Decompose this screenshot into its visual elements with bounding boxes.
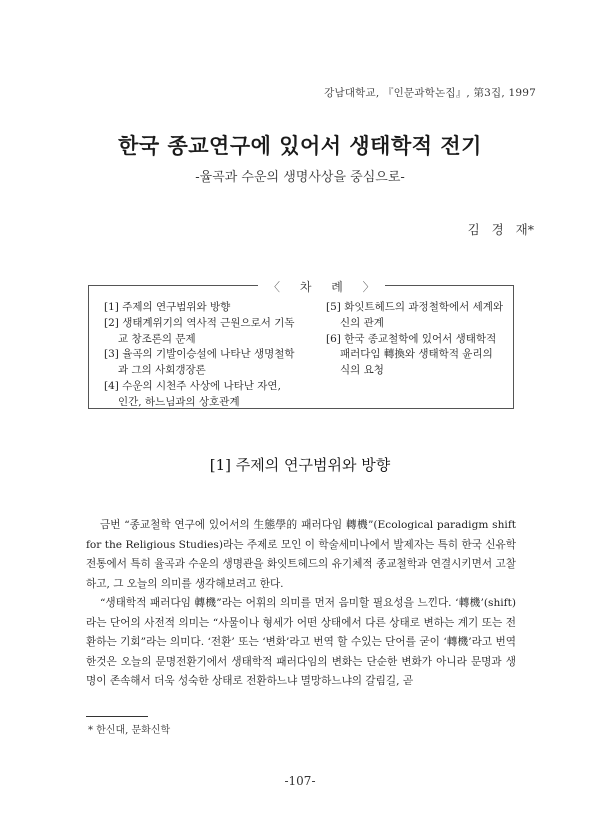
toc-item: [1] 주제의 연구범위와 방향: [104, 301, 231, 313]
toc-item-continued: 패러다임 轉換와 생태학적 윤리의: [340, 348, 493, 361]
body-text: [86, 516, 516, 692]
body-paragraph: “생태학적 패러다임 轉機”라는 어휘의 의미를 먼저 음미할 필요성을 느낀다. ‘轉機’(shift)라는 단어의 사전적 의미는 “사물이나 형세가 어떤 상태에서 다른 상태로 변하는 계기 또는 전환하는 기회”라는 의미다. ‘전환’ 또는 ‘변화’라고 번역 할 수있는 단어를 굳이 ‘轉機’라고 번역 한것은 오늘의 문명전환기에서 생태학적 패러다임의 변화는 단순한 변화가 아니라 문명과 생명이 존속해서 더욱 성숙한 상태로 전환하느냐 멸망하느냐의 갈림길, 곧: [86, 597, 516, 687]
toc-left-column: [104, 300, 304, 411]
toc-item-continued: 인간, 하느님과의 상호관계: [118, 395, 240, 408]
toc-right-column: [326, 300, 516, 379]
toc-item: [5] 화잇트헤드의 과정철학에서 세계와: [326, 301, 504, 313]
section-heading: [1] 주제의 연구범위와 방향: [209, 456, 391, 474]
toc-item: [2] 생태계위기의 역사적 근원으로서 기독: [104, 316, 295, 329]
running-header: 강남대학교, 『인문과학논집』, 第3집, 1997: [324, 87, 536, 99]
author-name: 김 경 재*: [467, 222, 534, 237]
toc-item: [3] 율곡의 기발이승설에 나타난 생명철학: [104, 348, 295, 361]
toc-item: [6] 한국 종교철학에 있어서 생태학적: [326, 332, 497, 345]
toc-title: 〈 차 례 〉: [258, 278, 385, 295]
toc-item: [4] 수운의 시천주 사상에 나타난 자연,: [104, 379, 281, 392]
toc-title-label: 차 례: [299, 280, 343, 294]
paper-title: 한국 종교연구에 있어서 생태학적 전기: [118, 133, 482, 158]
toc-item-continued: 신의 관계: [340, 316, 384, 329]
toc-item-continued: 과 그의 사회갱장론: [118, 364, 206, 377]
body-paragraph: 금번 “종교철학 연구에 있어서의 生態學的 패러다임 轉機”(Ecological paradigm shift for the Religious Studies)라는 주제로 모인 이 학술세미나에서 발제자는 특히 한국 신유학전통에서 특히 율곡과 수운의 생명관을 화잇트헤드의 유기체적 종교철학과 연결시키면서 고찰하고, 그 오늘의 의미를 생각해보려고 한다.: [86, 519, 516, 590]
page-number: -107-: [284, 774, 316, 788]
footnote: * 한신대, 문화신학: [88, 725, 171, 736]
toc-item-continued: 교 창조론의 문제: [118, 332, 196, 345]
footnote-divider: [86, 716, 148, 717]
paper-subtitle: -율곡과 수운의 생명사상을 중심으로-: [195, 170, 405, 185]
toc-item-continued: 식의 요청: [340, 364, 384, 377]
